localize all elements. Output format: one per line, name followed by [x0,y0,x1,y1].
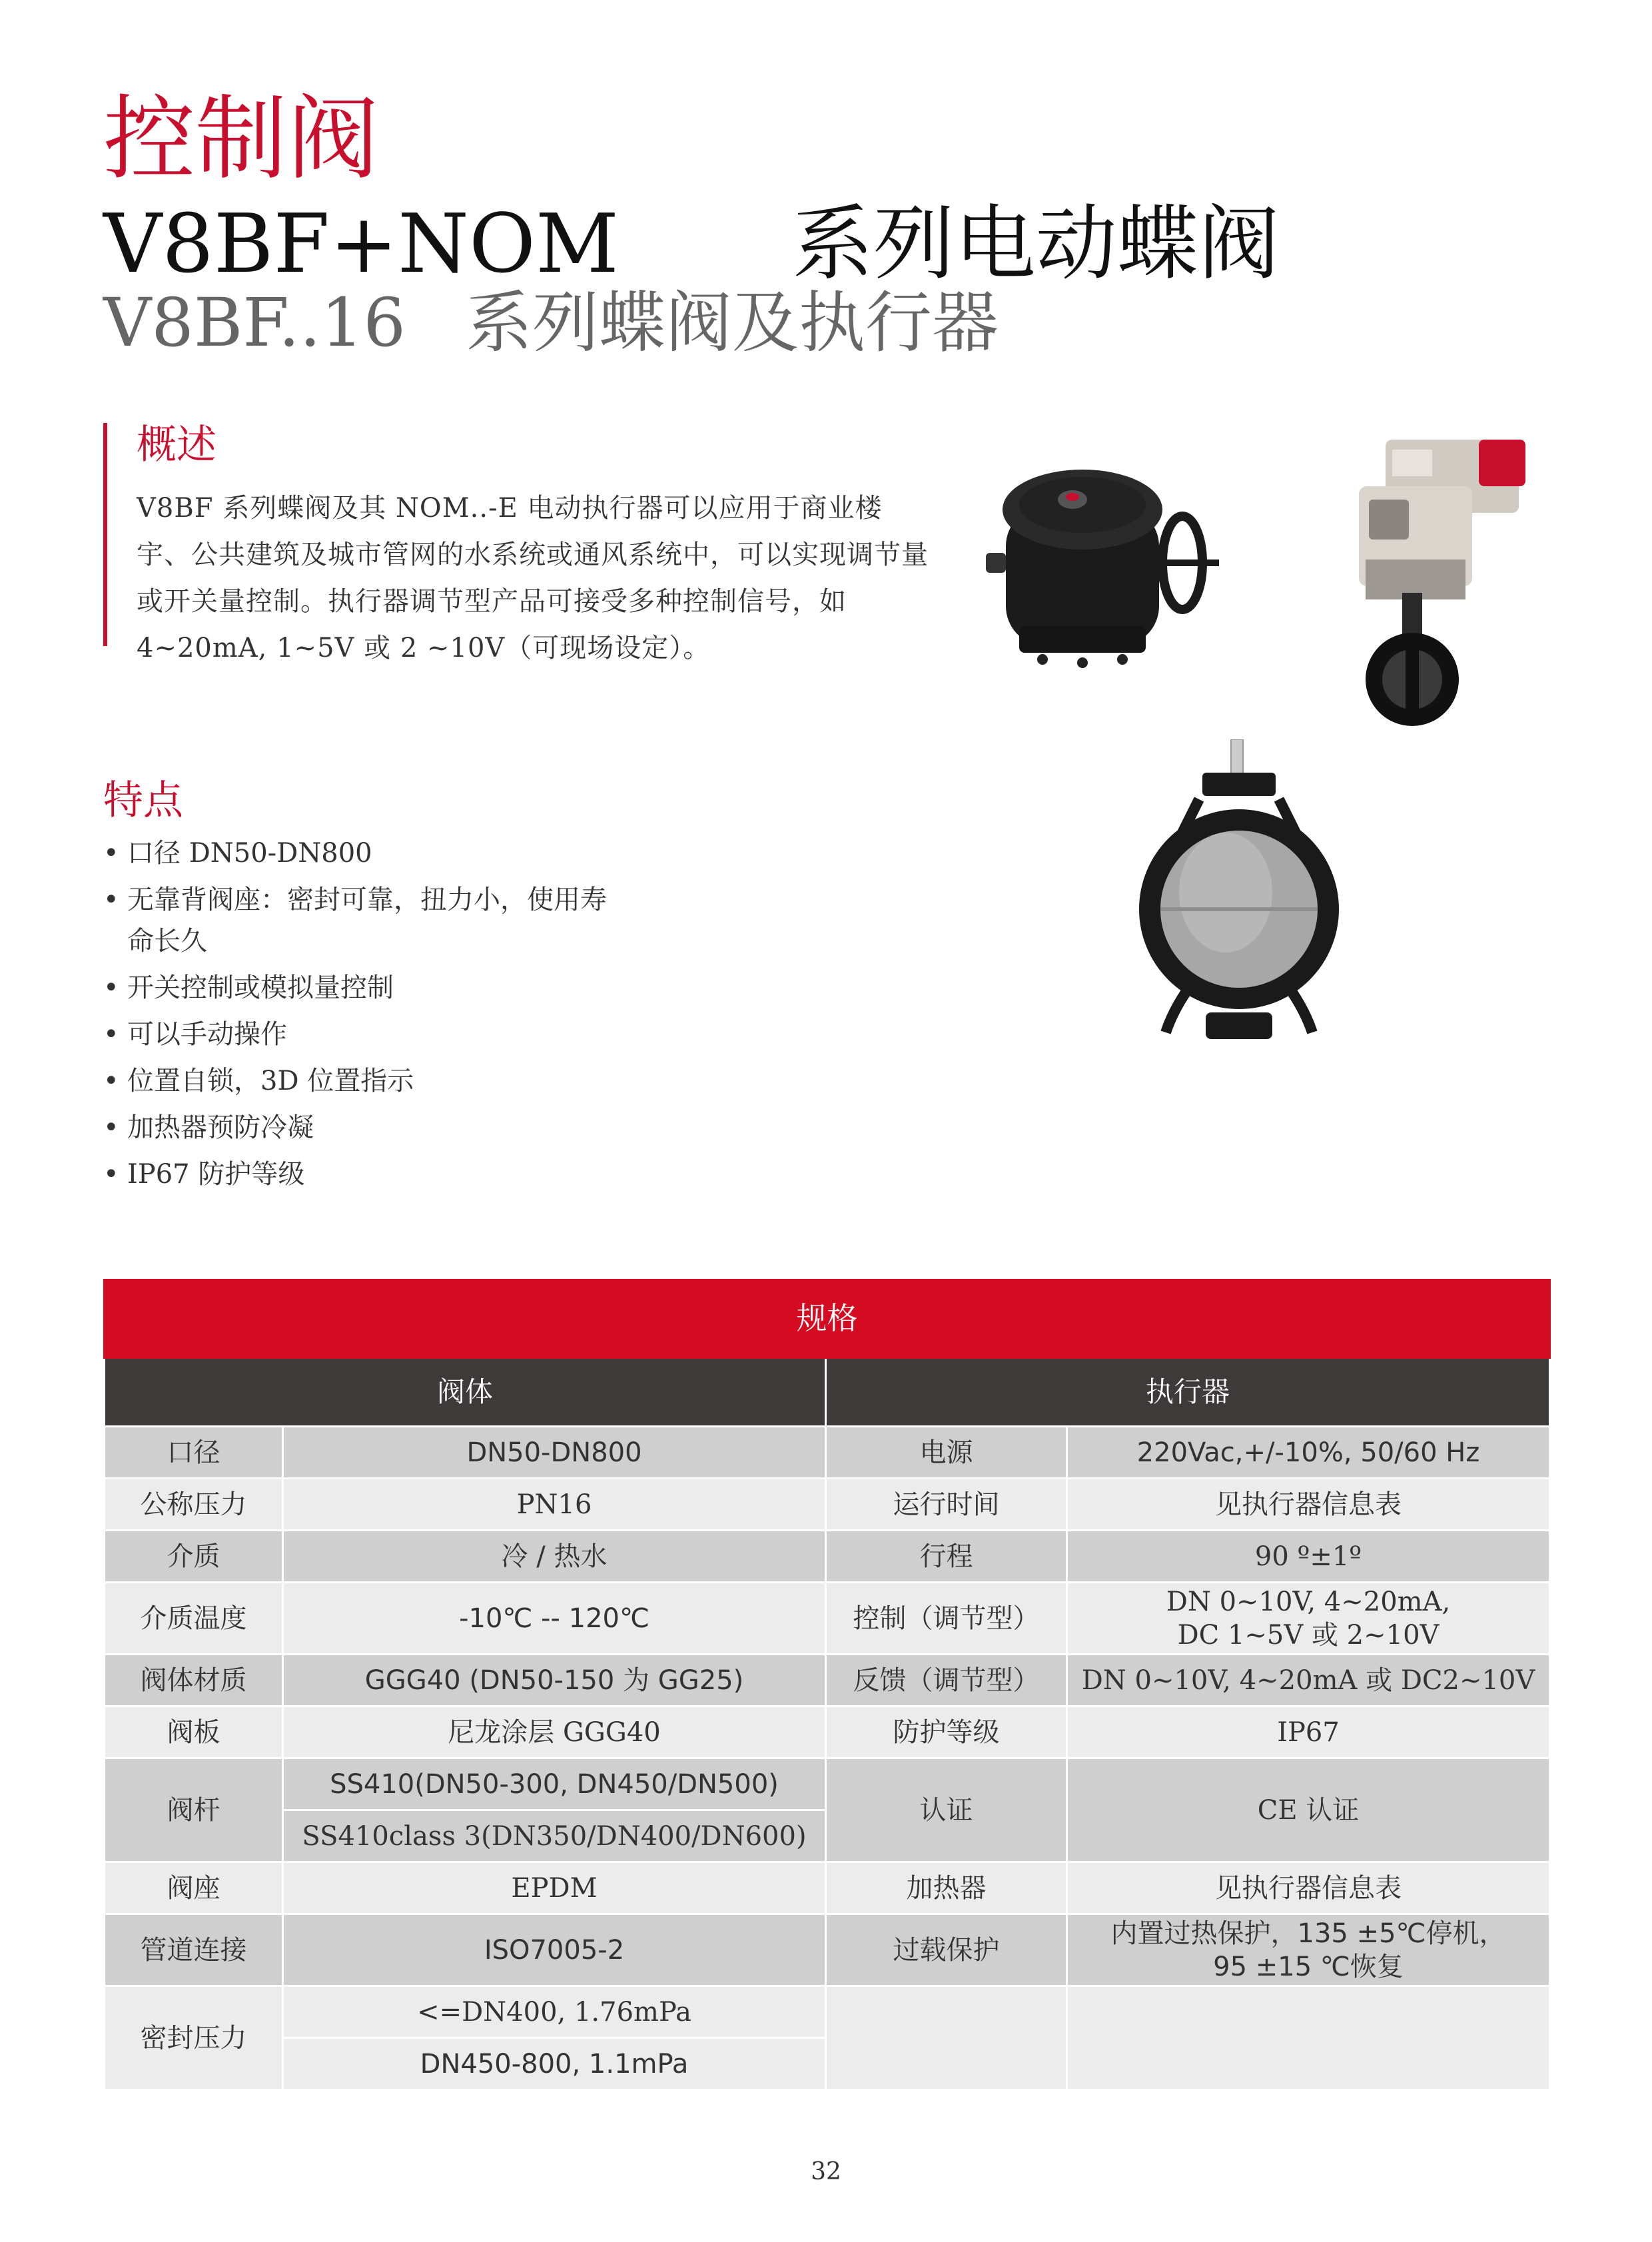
spec-value: ISO7005-2 [283,1914,826,1986]
spec-value: PN16 [283,1479,826,1531]
spec-value: SS410(DN50-300, DN450/DN500) [283,1758,826,1810]
feature-item: • 开关控制或模拟量控制 [103,967,610,1008]
spec-value: 尼龙涂层 GGG40 [283,1706,826,1758]
page-number: 32 [811,2158,841,2185]
spec-value: 见执行器信息表 [1067,1862,1550,1914]
spec-value: 冷 / 热水 [283,1531,826,1583]
feature-item: • 口径 DN50-DN800 [103,833,610,874]
features-heading: 特点 [103,777,183,824]
feature-item: • 可以手动操作 [103,1014,610,1055]
spec-value: IP67 [1067,1706,1550,1758]
spec-key: 阀体材质 [105,1655,283,1706]
spec-key: 口径 [105,1427,283,1479]
feature-item: • 无靠背阀座：密封可靠，扭力小，使用寿命长久 [103,879,610,962]
feature-item: • 加热器预防冷凝 [103,1107,610,1148]
category-title: 控制阀 [103,85,380,192]
spec-key: 电源 [826,1427,1067,1479]
spec-value-line: DC 1~5V 或 2~10V [1177,1619,1440,1651]
spec-table [103,1279,1551,2091]
product-title-desc: 系列电动蝶阀 [791,196,1280,291]
spec-value: -10℃ -- 120℃ [283,1583,826,1655]
spec-key: 密封压力 [105,1986,283,2090]
spec-value: GGG40 (DN50-150 为 GG25) [283,1655,826,1706]
product-subtitle-model: V8BF..16 [103,284,406,362]
spec-value: DN 0~10V, 4~20mA 或 DC2~10V [1067,1655,1550,1706]
product-subtitle-desc: 系列蝶阀及执行器 [465,284,999,362]
spec-value [1067,1914,1550,1986]
product-subtitle [103,284,999,362]
feature-item: • IP67 防护等级 [103,1154,610,1195]
spec-value: 220Vac,+/-10%, 50/60 Hz [1067,1427,1550,1479]
spec-key: 介质温度 [105,1583,283,1655]
spec-value: EPDM [283,1862,826,1914]
product-title-model: V8BF+NOM [103,196,619,291]
overview-accent-bar [103,423,107,646]
spec-key: 加热器 [826,1862,1067,1914]
overview-body: V8BF 系列蝶阀及其 NOM..-E 电动执行器可以应用于商业楼宇、公共建筑及城市管网的水系统或通风系统中，可以实现调节量或开关量控制。执行器调节型产品可接受多种控制信号，如 4~20mA, 1~5V 或 2 ~10V（可现场设定）。 [137,493,929,663]
spec-key: 运行时间 [826,1479,1067,1531]
spec-value: 90 º±1º [1067,1531,1550,1583]
spec-key: 阀板 [105,1706,283,1758]
spec-key: 过载保护 [826,1914,1067,1986]
actuator-photo [979,446,1232,673]
spec-value: CE 认证 [1067,1758,1550,1862]
spec-value: DN450-800, 1.1mPa [283,2038,826,2090]
spec-value-line: 95 ±15 ℃恢复 [1213,1951,1404,1982]
spec-value: DN50-DN800 [283,1427,826,1479]
spec-key [826,1986,1067,2090]
col-header-valve: 阀体 [105,1358,826,1427]
features-list [103,833,610,1200]
spec-key: 阀杆 [105,1758,283,1862]
spec-key: 行程 [826,1531,1067,1583]
spec-key: 防护等级 [826,1706,1067,1758]
col-header-actuator: 执行器 [826,1358,1550,1427]
spec-value-line: DN 0~10V, 4~20mA, [1166,1586,1451,1617]
product-title [103,196,1280,291]
valve-actuator-assembly-photo [1339,426,1539,739]
spec-key: 反馈（调节型） [826,1655,1067,1706]
spec-key: 控制（调节型） [826,1583,1067,1655]
spec-table-title: 规格 [105,1280,1550,1358]
spec-value [1067,1986,1550,2090]
spec-key: 认证 [826,1758,1067,1862]
spec-key: 公称压力 [105,1479,283,1531]
butterfly-valve-photo [1126,739,1352,1052]
spec-key: 介质 [105,1531,283,1583]
spec-value: <=DN400, 1.76mPa [283,1986,826,2038]
spec-key: 阀座 [105,1862,283,1914]
feature-item: • 位置自锁，3D 位置指示 [103,1060,610,1102]
spec-value: SS410class 3(DN350/DN400/DN600) [283,1810,826,1862]
spec-key: 管道连接 [105,1914,283,1986]
overview-heading: 概述 [137,422,216,468]
spec-value: 见执行器信息表 [1067,1479,1550,1531]
spec-value [1067,1583,1550,1655]
spec-value-line: 内置过热保护，135 ±5℃停机， [1110,1918,1506,1949]
